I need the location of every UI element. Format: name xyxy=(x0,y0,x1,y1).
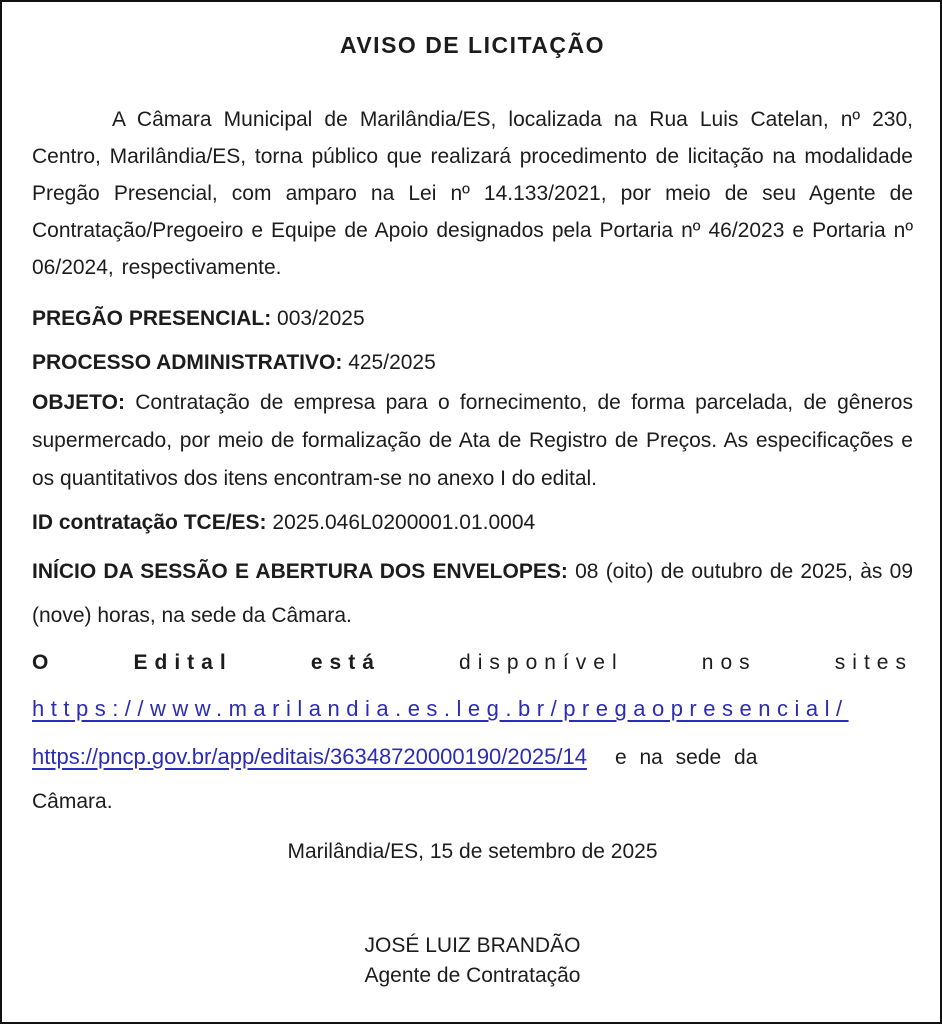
field-pregao-label: PREGÃO PRESENCIAL: xyxy=(32,307,272,330)
field-objeto-label: OBJETO: xyxy=(32,391,125,414)
field-objeto-value: Contratação de empresa para o fornecimento, de forma parcelada, de gêneros supermercado, por meio de formalização de Ata de Registro de Preços. As especificações e os quantitativos dos itens encontram-se no anexo I do edital. xyxy=(32,391,913,490)
field-inicio-value: 08 (oito) de outubro de 2025, às 09 (nove) horas, na sede da Câmara. xyxy=(32,560,914,627)
signature-block xyxy=(32,931,913,991)
field-inicio-label: INÍCIO DA SESSÃO E ABERTURA DOS ENVELOPES: xyxy=(32,560,568,583)
field-processo-label: PROCESSO ADMINISTRATIVO: xyxy=(32,351,343,374)
field-inicio-sessao xyxy=(32,550,913,638)
after-link-text: e na sede da xyxy=(614,746,758,769)
field-id-label: ID contratação TCE/ES: xyxy=(32,511,267,534)
signature-name: JOSÉ LUIZ BRANDÃO xyxy=(364,934,581,957)
dateline: Marilândia/ES, 15 de setembro de 2025 xyxy=(287,840,658,863)
field-processo-administrativo xyxy=(32,348,913,378)
field-id-value: 2025.046L0200001.01.0004 xyxy=(272,511,536,534)
link-pncp-row xyxy=(32,742,913,773)
edital-availability-line xyxy=(32,648,913,678)
field-pregao-presencial xyxy=(32,304,913,334)
edital-regular-text: disponível nos sites xyxy=(459,651,913,674)
link-marilandia-pregaopresencial[interactable]: https://www.marilandia.es.leg.br/pregaopresencial/ xyxy=(32,696,849,721)
document-title: AVISO DE LICITAÇÃO xyxy=(339,32,606,58)
intro-paragraph: A Câmara Municipal de Marilândia/ES, localizada na Rua Luis Catelan, nº 230, Centro, Marilândia/ES, torna público que realizará procedimento de licitação na modalidade Pregão Presencial, com amparo na Lei nº 14.133/2021, por meio de seu Agente de Contratação/Pregoeiro e Equipe de Apoio designados pela Portaria nº 46/2023 e Portaria nº 06/2024, respectivamente. xyxy=(32,108,913,279)
after-link-continuation: Câmara. xyxy=(32,790,113,813)
edital-bold-text: O Edital está xyxy=(32,651,381,674)
field-pregao-value: 003/2025 xyxy=(277,307,365,330)
field-id-contratacao xyxy=(32,508,913,538)
field-objeto xyxy=(32,384,913,498)
link-pncp-edital[interactable]: https://pncp.gov.br/app/editais/36348720000190/2025/14 xyxy=(32,744,587,769)
field-processo-value: 425/2025 xyxy=(348,351,436,374)
signature-role: Agente de Contratação xyxy=(364,964,581,987)
